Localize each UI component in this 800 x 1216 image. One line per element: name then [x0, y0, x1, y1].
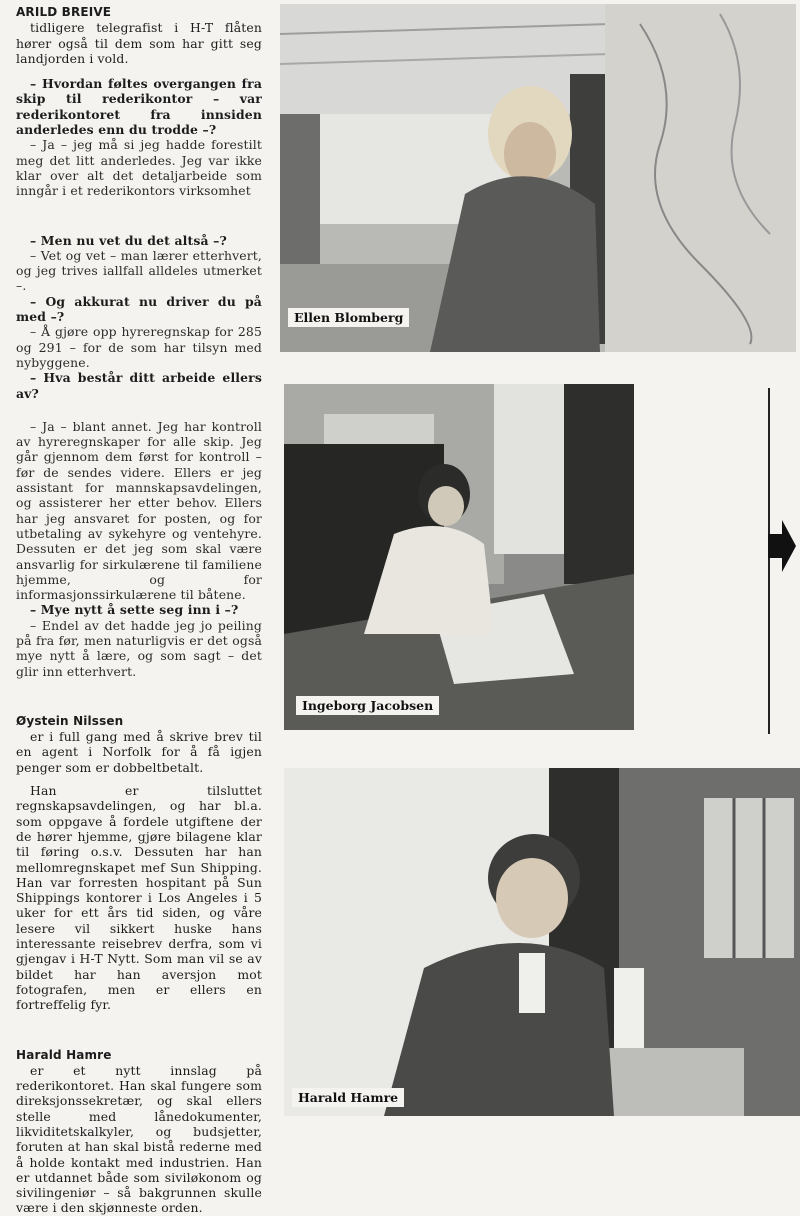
person-name-harald: Harald Hamre	[16, 1047, 112, 1062]
question-5: – Mye nytt å sette seg inn i –?	[30, 602, 239, 618]
caption-ellen-blomberg: Ellen Blomberg	[288, 308, 409, 327]
caption-harald-hamre: Harald Hamre	[292, 1088, 404, 1107]
oystein-text-2: Han er tilsluttet regnskapsavdelingen, og har bl.a. som oppgave å fordele utgiftene der de hører hjemme, gjøre bilagene klar til føring o.s.v. Dessuten har han mellomregnskapet mef Sun Shipping. Han var forresten hospitant på Sun Shippings kontorer i Los Angeles i 5 uker for ett års tid siden, og våre lesere vil sikkert huske hans interessante reisebrev derfra, som vi gjengav i H-T Nytt. Som man vil se av bildet har han aversjon mot fotografen, men er ellers en fortreffelig fyr.	[16, 783, 262, 1013]
answer-4: – Ja – blant annet. Jeg har kontroll av hyreregnskaper for alle skip. Jeg går gjennom dem først for kontroll – før de sendes videre. Ellers er jeg assistant for mannskapsavdelingen, og assisterer her etter behov. Ellers har jeg ansvaret for posten, og for utbetaling av sykehyre og ventehyre. Dessuten er det jeg som skal være ansvarlig for sirkulærene til familiene hjemme, og for informasjonssirkulærene til båtene.	[16, 418, 262, 603]
oystein-text-1: er i full gang med å skrive brev til en agent i Norfolk for å få igjen penger som er dobbeltbetalt.	[16, 729, 262, 775]
photo-ellen-blomberg	[280, 4, 796, 352]
photo-harald-hamre	[284, 768, 800, 1116]
question-4: – Hva består ditt arbeide ellers av?	[16, 370, 262, 401]
person-name-arild: ARILD BREIVE	[16, 5, 112, 19]
photo-ingeborg-jacobsen	[284, 384, 634, 730]
question-2: – Men nu vet du det altså –?	[30, 232, 227, 248]
arild-intro: tidligere telegrafist i H-T flåten hører også til dem som har gitt seg landjorden i vold.	[16, 20, 262, 66]
photo-2-illustration	[284, 384, 634, 730]
question-1: – Hvordan føltes overgangen fra skip til rederikontor – var rederikontoret fra innsiden anderledes enn du trodde –?	[16, 76, 262, 138]
answer-1: – Ja – jeg må si jeg hadde forestilt meg det litt anderledes. Jeg var ikke klar over alt det detaljarbeide som inngår i et rederikontors virksomhet	[16, 137, 262, 199]
answer-3: – Å gjøre opp hyreregnskap for 285 og 291 – for de som har tilsyn med nybyggene.	[16, 324, 262, 370]
photo-3-illustration	[284, 768, 800, 1116]
caption-ingeborg-jacobsen: Ingeborg Jacobsen	[296, 696, 439, 715]
answer-2: – Vet og vet – man lærer etterhvert, og jeg trives iallfall alldeles utmerket –.	[16, 247, 262, 294]
harald-text: er et nytt innslag på rederikontoret. Han skal fungere som direksjonssekretær, og skal ellers stelle med lånedokumenter, likviditetskalkyler, og budsjetter, foruten at han skal bistå rederne med å holde kontakt med industrien. Han er utdannet både som siviløkonom og sivilingeniør – så bakgrunnen skulle være i den skjønneste orden.	[16, 1062, 262, 1216]
arrow-right-icon	[768, 520, 796, 572]
answer-5: – Endel av det hadde jeg jo peiling på fra før, men naturligvis er det også mye nytt å lære, og som sagt – det glir inn etterhvert.	[16, 617, 262, 679]
person-name-oystein: Øystein Nilssen	[16, 713, 124, 728]
text-column	[16, 4, 262, 1216]
question-3: – Og akkurat nu driver du på med –?	[16, 293, 262, 325]
photo-1-illustration	[280, 4, 796, 352]
